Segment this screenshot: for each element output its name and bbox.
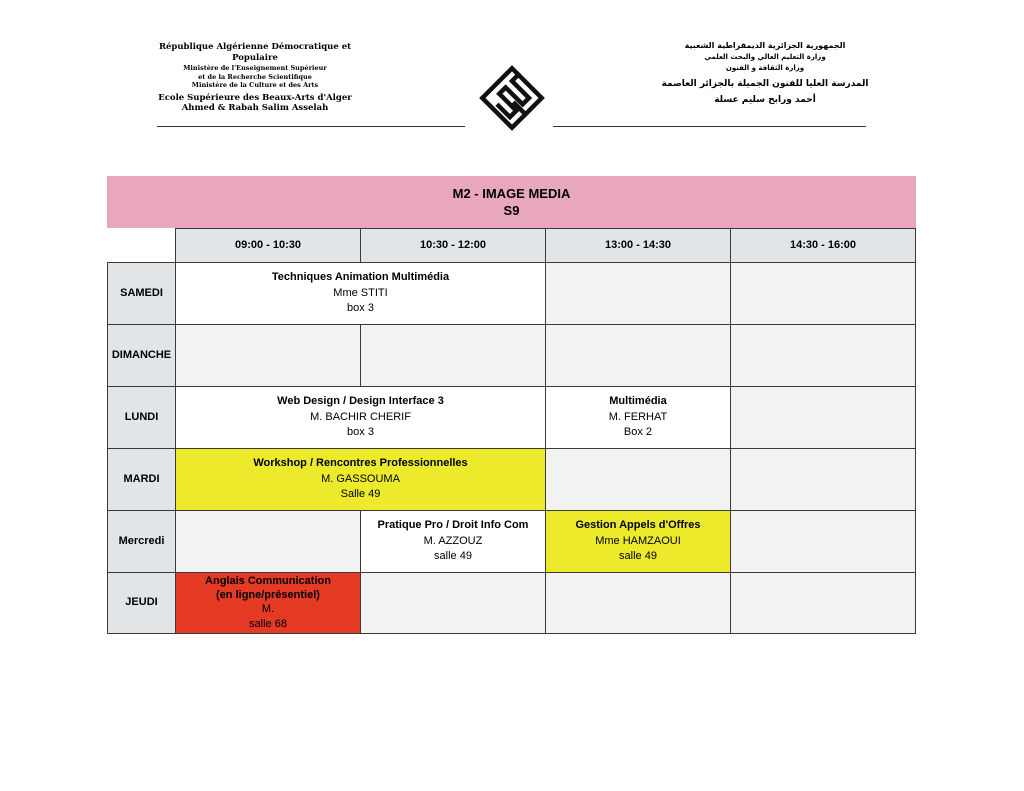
course-name: Pratique Pro / Droit Info Com — [377, 519, 529, 532]
session-mercredi-pratique-pro[interactable] — [360, 510, 546, 573]
teacher-name: M. AZZOUZ — [423, 534, 483, 547]
session-samedi-animation[interactable] — [175, 262, 546, 325]
course-mode: (en ligne/présentiel) — [216, 588, 320, 601]
slot-header-2: 10:30 - 12:00 — [360, 228, 546, 263]
teacher-name: M. FERHAT — [608, 410, 668, 423]
slot-header-1: 09:00 - 10:30 — [175, 228, 361, 263]
ministry-culture: Ministère de la Culture et des Arts — [191, 81, 319, 89]
school-name-arabic: المدرسة العليا للفنون الجميلة بالجزائر العاصمة — [661, 79, 869, 89]
room-name: salle 49 — [434, 550, 472, 563]
session-mardi-workshop[interactable] — [175, 448, 546, 511]
teacher-name: Mme STITI — [333, 286, 388, 299]
empty-slot — [730, 324, 916, 387]
empty-slot — [545, 448, 731, 511]
ministry-culture-arabic: وزارة الثقافة و الفنون — [725, 64, 805, 72]
course-name: Web Design / Design Interface 3 — [277, 395, 444, 408]
course-name: Anglais Communication — [205, 574, 331, 587]
session-jeudi-anglais[interactable] — [175, 572, 361, 634]
ministry-research: et de la Recherche Scientifique — [198, 72, 312, 81]
course-name: Techniques Animation Multimédia — [271, 271, 450, 284]
session-lundi-multimedia[interactable] — [545, 386, 731, 449]
ministry-arabic: وزارة التعليم العالي والبحث العلمي — [704, 53, 826, 61]
slot-header-4: 14:30 - 16:00 — [730, 228, 916, 263]
header-divider-left — [157, 126, 465, 127]
republic-name: République Algérienne Démocratique et Populaire — [158, 42, 352, 63]
empty-slot — [730, 262, 916, 325]
empty-slot — [730, 386, 916, 449]
day-lundi: LUNDI — [107, 386, 176, 449]
slot-header-3: 13:00 - 14:30 — [545, 228, 731, 263]
empty-slot — [545, 324, 731, 387]
empty-slot — [730, 448, 916, 511]
empty-slot — [360, 572, 546, 634]
empty-slot — [545, 572, 731, 634]
header-left — [150, 42, 360, 114]
room-name: salle 68 — [249, 618, 287, 630]
schedule-title — [107, 176, 916, 228]
empty-slot — [545, 262, 731, 325]
room-name: Salle 49 — [340, 488, 381, 501]
room-name: salle 49 — [619, 550, 657, 563]
school-logo-icon — [478, 64, 546, 132]
empty-slot — [360, 324, 546, 387]
teacher-name: Mme HAMZAOUI — [595, 534, 681, 547]
program-title: M2 - IMAGE MEDIA — [452, 186, 571, 201]
semester-label: S9 — [503, 203, 520, 218]
school-subtitle-arabic: أحمد ورابح سليم عسلة — [714, 95, 816, 105]
header-divider-right — [553, 126, 866, 127]
day-mercredi: Mercredi — [107, 510, 176, 573]
day-jeudi: JEUDI — [107, 572, 176, 634]
course-name: Gestion Appels d'Offres — [575, 519, 701, 532]
ministry-higher-ed: Ministère de l'Enseignement Supérieur — [183, 64, 327, 72]
room-name: box 3 — [347, 302, 374, 315]
empty-slot — [730, 510, 916, 573]
teacher-name: M. BACHIR CHERIF — [310, 410, 411, 423]
teacher-name: M. GASSOUMA — [321, 472, 400, 485]
empty-slot — [175, 324, 361, 387]
session-lundi-webdesign[interactable] — [175, 386, 546, 449]
empty-slot — [175, 510, 361, 573]
room-name: box 3 — [347, 426, 374, 439]
course-name: Workshop / Rencontres Professionnelles — [253, 457, 468, 470]
day-mardi: MARDI — [107, 448, 176, 511]
header-right — [660, 40, 870, 106]
day-dimanche: DIMANCHE — [107, 324, 176, 387]
school-subtitle: Ahmed & Rabah Salim Asselah — [181, 102, 329, 113]
course-name: Multimédia — [609, 395, 667, 408]
republic-name-arabic: الجمهورية الجزائرية الديمقراطية الشعبية — [684, 41, 846, 50]
session-mercredi-gestion[interactable] — [545, 510, 731, 573]
schedule-table — [107, 176, 916, 634]
day-samedi: SAMEDI — [107, 262, 176, 325]
school-name: Ecole Supérieure des Beaux-Arts d'Alger — [158, 92, 352, 103]
teacher-name: M. — [261, 602, 275, 615]
empty-slot — [730, 572, 916, 634]
room-name: Box 2 — [623, 426, 653, 439]
